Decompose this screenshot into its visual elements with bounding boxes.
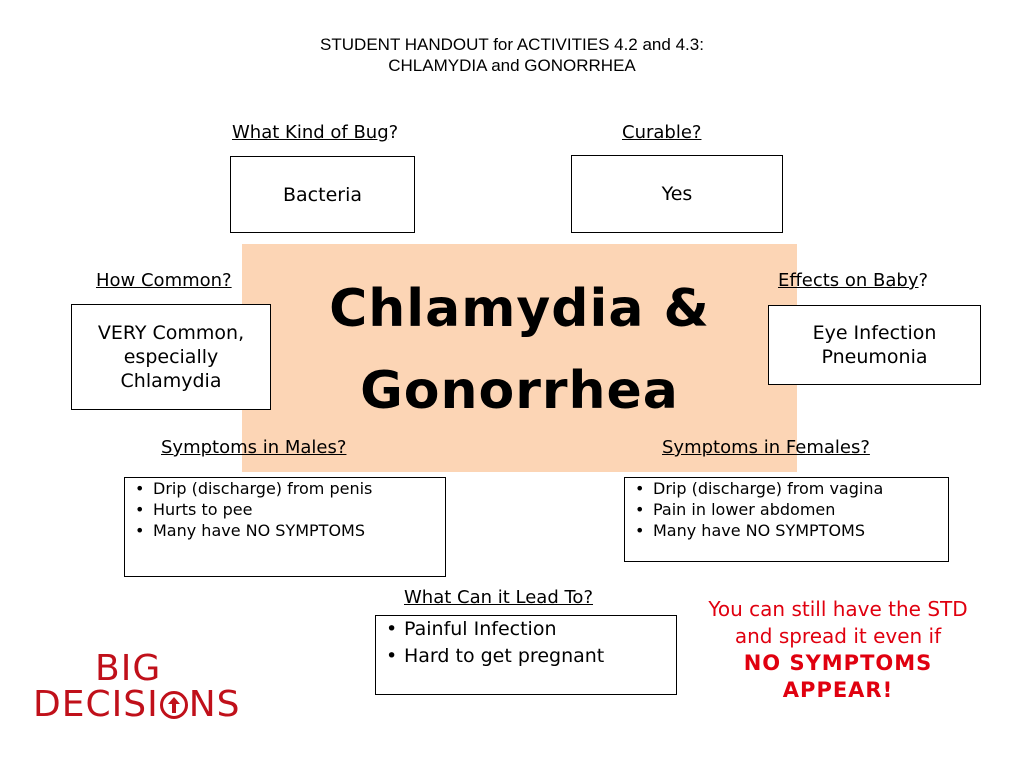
up-arrow-circle-icon — [160, 691, 188, 719]
list-item: • Many have NO SYMPTOMS — [625, 520, 948, 541]
curable-answer: Yes — [661, 183, 693, 205]
logo-line-2 — [33, 684, 241, 725]
center-title-line-1: Chlamydia & — [329, 279, 710, 339]
common-answer-line-2: especially — [123, 346, 219, 368]
males-symptom-list — [125, 478, 445, 541]
bug-question — [232, 122, 398, 144]
common-question — [96, 270, 232, 292]
females-question — [662, 437, 870, 459]
logo-text-a: DECISI — [33, 684, 159, 725]
center-title — [242, 268, 797, 432]
warning-note — [668, 596, 1008, 704]
list-item: • Drip (discharge) from vagina — [625, 478, 948, 499]
lead-list — [376, 616, 676, 670]
lead-question-text: What Can it Lead To? — [404, 587, 593, 608]
common-answer — [98, 321, 244, 393]
logo-text-b: NS — [188, 684, 241, 725]
curable-question-text: Curable? — [622, 122, 702, 143]
big-decisions-logo — [33, 648, 241, 725]
males-question-text: Symptoms in Males? — [161, 437, 347, 458]
common-answer-line-1: VERY Common, — [97, 322, 245, 344]
center-title-line-2: Gonorrhea — [360, 361, 679, 421]
bug-question-text: What Kind of Bug — [232, 122, 389, 143]
page-header — [0, 34, 1024, 76]
curable-question — [622, 122, 701, 144]
females-question-text: Symptoms in Females? — [662, 437, 870, 458]
list-item: • Painful Infection — [376, 616, 676, 643]
baby-question-text: Effects on Baby — [778, 270, 919, 291]
baby-answer — [813, 321, 937, 369]
males-answer-box — [124, 477, 446, 577]
baby-question — [778, 270, 928, 292]
lead-answer-box — [375, 615, 677, 695]
list-item: • Hard to get pregnant — [376, 643, 676, 670]
note-line-1: You can still have the STD — [708, 597, 968, 621]
note-line-4: APPEAR! — [782, 678, 894, 702]
bug-question-mark: ? — [388, 122, 399, 143]
note-line-3: NO SYMPTOMS — [743, 651, 933, 675]
bug-answer-box — [230, 156, 415, 233]
baby-answer-line-1: Eye Infection — [812, 322, 937, 344]
baby-question-mark: ? — [918, 270, 929, 291]
males-question — [161, 437, 346, 459]
logo-line-1: BIG — [95, 648, 162, 689]
header-line-2: CHLAMYDIA and GONORRHEA — [388, 56, 636, 75]
common-answer-box — [71, 304, 271, 410]
list-item: • Hurts to pee — [125, 499, 445, 520]
baby-answer-line-2: Pneumonia — [821, 346, 928, 368]
baby-answer-box — [768, 305, 981, 385]
list-item: • Drip (discharge) from penis — [125, 478, 445, 499]
note-line-2: and spread it even if — [734, 624, 942, 648]
bug-answer: Bacteria — [283, 183, 362, 206]
header-line-1: STUDENT HANDOUT for ACTIVITIES 4.2 and 4.3: — [320, 35, 704, 54]
list-item: • Pain in lower abdomen — [625, 499, 948, 520]
common-question-text: How Common? — [96, 270, 232, 291]
curable-answer-box — [571, 155, 783, 233]
females-answer-box — [624, 477, 949, 562]
lead-question — [404, 587, 593, 609]
females-symptom-list — [625, 478, 948, 541]
list-item: • Many have NO SYMPTOMS — [125, 520, 445, 541]
common-answer-line-3: Chlamydia — [120, 370, 222, 392]
